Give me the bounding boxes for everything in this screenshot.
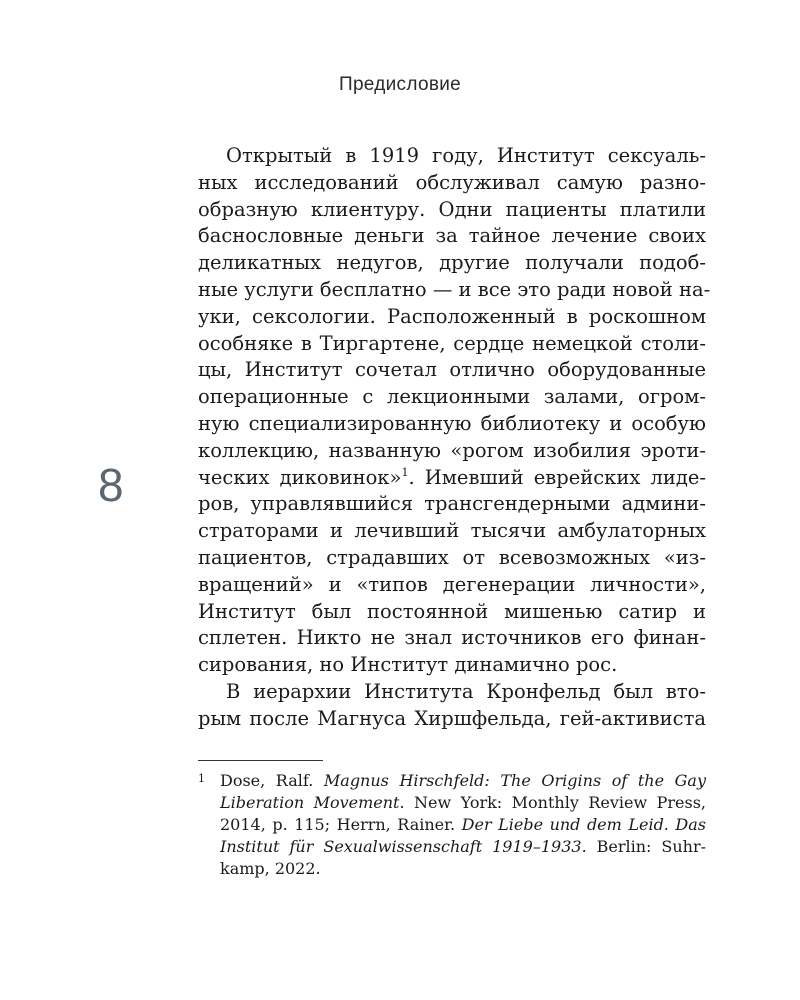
footnote (198, 770, 706, 880)
text-line: ров, управлявшийся трансгендерными админи- (198, 492, 706, 516)
text-line: Институт был постоянной мишенью сатир и (198, 599, 706, 623)
text-line: ные услуги бесплатно — и все это ради новой на- (198, 277, 711, 301)
footnote-line (220, 770, 706, 792)
text-line: ную специализированную библиотеку и особую (198, 411, 706, 435)
text-line: сирования, но Институт динамично рос. (198, 653, 618, 677)
footnote-text: Dose, Ralf. (220, 771, 324, 790)
footnote-rule (198, 760, 323, 761)
text-line: Открытый в 1919 году, Институт сексуаль- (226, 144, 706, 167)
text-line: вращений» и «типов дегенерации личности», (198, 572, 706, 596)
page-number: 8 (98, 459, 124, 511)
footnote-line (220, 836, 706, 858)
text-line: особняке в Тиргартене, сердце немецкой столи- (198, 331, 706, 355)
text-line: рым после Магнуса Хиршфельда, гей-активиста (198, 706, 706, 730)
footnote-mark: 1 (198, 772, 205, 785)
footnotes (198, 770, 706, 880)
text-line: уки, сексологии. Расположенный в роскошном (198, 304, 706, 328)
body-text (198, 143, 711, 733)
running-head: Предисловие (338, 74, 461, 95)
text-line: коллекцию, названную «рогом изобилия эроти- (198, 438, 706, 462)
text-line: ных исследований обслуживал самую разно- (198, 170, 706, 194)
footnote-text: . Berlin: Suhr- (581, 837, 707, 856)
text-fragment: . Имевший еврейских лиде- (408, 465, 706, 489)
footnote-text: 2014, p. 115; Herrn, Rainer. (220, 815, 462, 834)
footnote-line: kamp, 2022. (220, 859, 321, 878)
text-line: страторами и лечивший тысячи амбулаторных (198, 519, 706, 543)
footnote-line (220, 814, 706, 836)
footnote-text: . New York: Monthly Review Press, (399, 793, 707, 812)
text-line: В иерархии Института Кронфельд был вто- (226, 679, 706, 703)
footnote-line (220, 792, 706, 814)
text-line: цы, Институт сочетал отлично оборудованные (198, 358, 706, 382)
footnote-title: Institut für Sexualwissenschaft 1919–1933 (220, 837, 582, 856)
text-line: образную клиентуру. Одни пациенты платили (198, 197, 706, 221)
footnote-reference[interactable]: 1 (401, 465, 409, 479)
text-line: пациентов, страдавших от всевозможных «из- (198, 545, 706, 569)
footnote-title: Liberation Movement (220, 793, 400, 812)
text-line-with-footnote (198, 465, 706, 492)
text-line: сплетен. Никто не знал источников его финан- (198, 626, 706, 650)
text-fragment: ческих диковинок» (198, 465, 402, 489)
text-line: баснословные деньги за тайное лечение своих (198, 224, 706, 248)
text-line: деликатных недугов, другие получали подоб- (198, 251, 706, 275)
text-line: операционные с лекционными залами, огром- (198, 385, 706, 409)
footnote-title: Der Liebe und dem Leid. Das (461, 815, 707, 834)
footnote-title: Magnus Hirschfeld: The Origins of the Gay (323, 771, 706, 790)
